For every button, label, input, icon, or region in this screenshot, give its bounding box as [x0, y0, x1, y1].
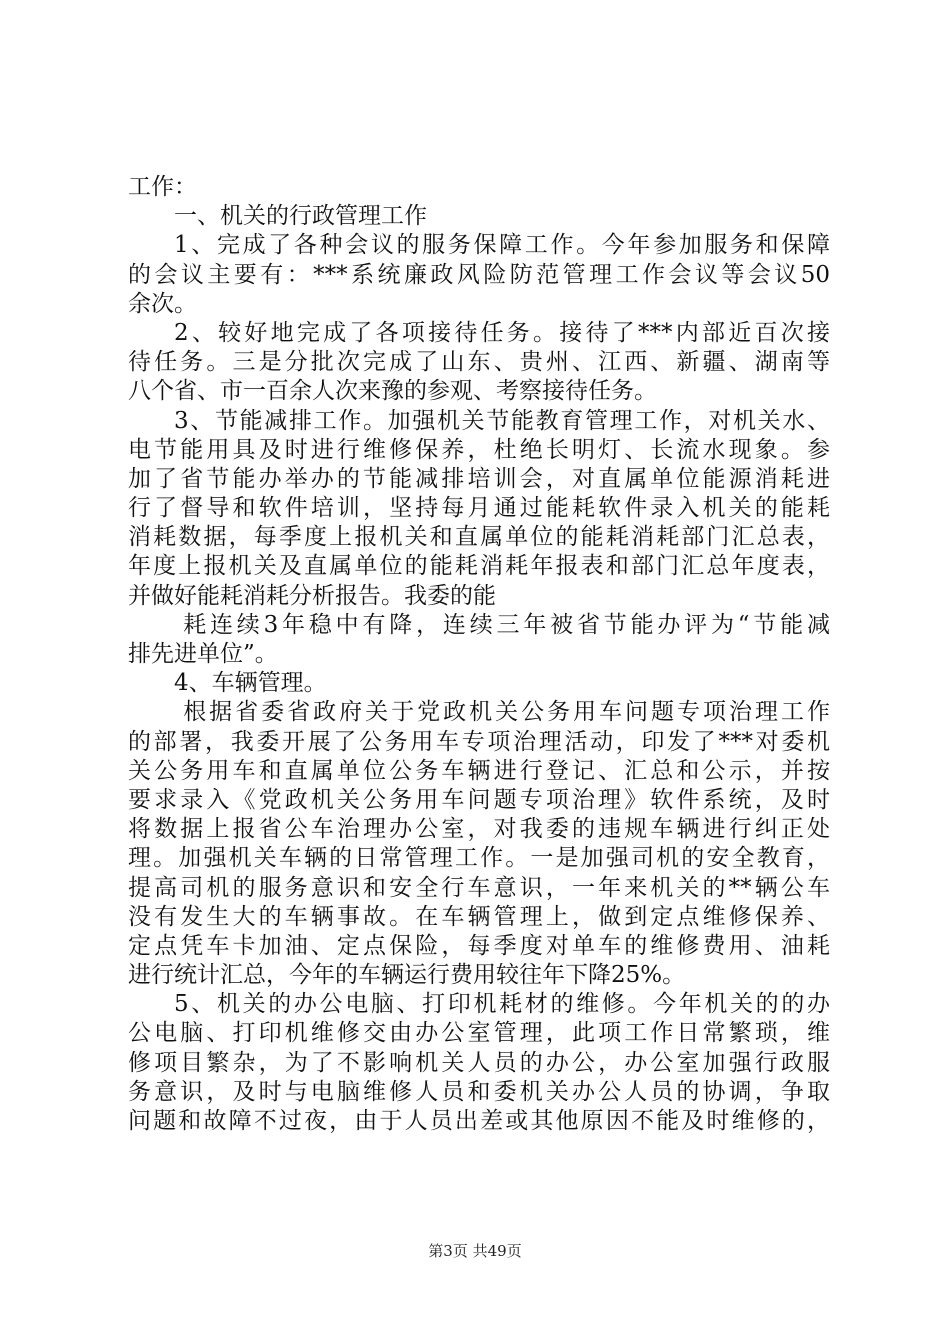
text-line: 排先进单位”。	[128, 641, 278, 667]
text-line: 公电脑、打印机维修交由办公室管理，此项工作日常繁琐，维	[128, 1020, 830, 1047]
text-line: 要求录入《党政机关公务用车问题专项治理》软件系统，及时	[128, 786, 830, 813]
text-line: 关公务用车和直属单位公务车辆进行登记、汇总和公示，并按	[128, 757, 830, 784]
text-line: 3、节能减排工作。加强机关节能教育管理工作，对机关水、	[174, 407, 830, 434]
text-line: 修项目繁杂，为了不影响机关人员的办公，办公室加强行政服	[128, 1049, 830, 1076]
text-line: 加了省节能办举办的节能减排培训会，对直属单位能源消耗进	[128, 465, 830, 492]
text-line: 没有发生大的车辆事故。在车辆管理上，做到定点维修保养、	[128, 903, 830, 930]
text-line: 行了督导和软件培训，坚持每月通过能耗软件录入机关的能耗	[128, 495, 830, 522]
text-line: 将数据上报省公车治理办公室，对我委的违规车辆进行纠正处	[128, 816, 830, 843]
text-line: 的部署，我委开展了公务用车专项治理活动，印发了***对委机	[128, 728, 830, 755]
text-line: 1、完成了各种会议的服务保障工作。今年参加服务和保障	[174, 232, 830, 259]
text-line: 提高司机的服务意识和安全行车意识，一年来机关的**辆公车	[128, 874, 830, 901]
text-line: 务意识，及时与电脑维修人员和委机关办公人员的协调，争取	[128, 1078, 830, 1105]
text-line: 余次。	[128, 290, 197, 317]
text-line: 一、机关的行政管理工作	[174, 203, 427, 230]
text-line: 进行统计汇总，今年的车辆运行费用较往年下降25%。	[128, 962, 686, 989]
text-line: 理。加强机关车辆的日常管理工作。一是加强司机的安全教育，	[128, 845, 830, 872]
text-line: 的会议主要有：***系统廉政风险防范管理工作会议等会议50	[128, 261, 830, 288]
text-line: 问题和故障不过夜，由于人员出差或其他原因不能及时维修的，	[128, 1108, 830, 1134]
text-line: 耗连续3年稳中有降，连续三年被省节能办评为“节能减	[183, 611, 830, 638]
document-body	[128, 173, 830, 1136]
text-line: 4、车辆管理。	[174, 670, 327, 697]
page-footer: 第3页 共49页	[428, 1242, 522, 1260]
text-line: 定点凭车卡加油、定点保险，每季度对单车的维修费用、油耗	[128, 932, 830, 959]
text-line: 八个省、市一百余人次来豫的参观、考察接待任务。	[128, 378, 657, 405]
text-line: 消耗数据，每季度上报机关和直属单位的能耗消耗部门汇总表，	[128, 524, 830, 551]
text-line: 电节能用具及时进行维修保养，杜绝长明灯、长流水现象。参	[128, 436, 830, 463]
text-line: 根据省委省政府关于党政机关公务用车问题专项治理工作	[183, 699, 830, 726]
text-line: 工作：	[128, 174, 197, 200]
text-line: 并做好能耗消耗分析报告。我委的能	[128, 582, 496, 609]
text-line: 年度上报机关及直属单位的能耗消耗年报表和部门汇总年度表，	[128, 553, 830, 580]
text-line: 待任务。三是分批次完成了山东、贵州、江西、新疆、湖南等	[128, 349, 830, 376]
text-line: 2、较好地完成了各项接待任务。接待了***内部近百次接	[174, 319, 830, 346]
text-line: 5、机关的办公电脑、打印机耗材的维修。今年机关的的办	[174, 991, 830, 1018]
